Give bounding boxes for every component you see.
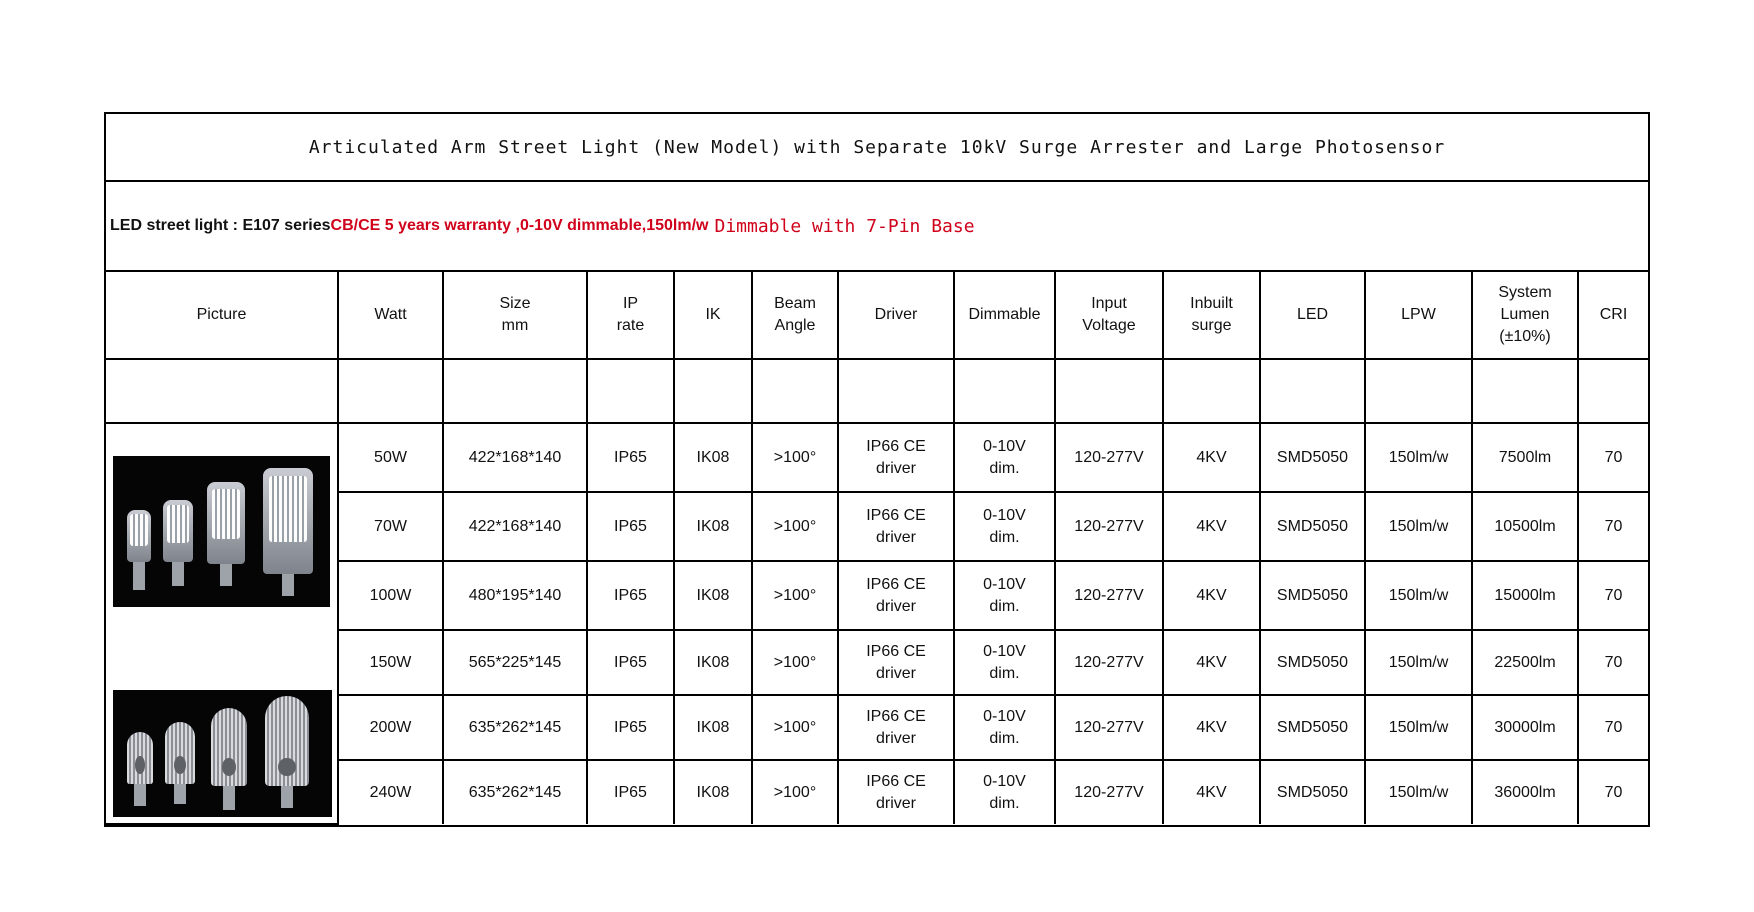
- cell-beam: >100°: [752, 561, 838, 630]
- blank-cell: [106, 359, 338, 423]
- header-watt: Watt: [338, 272, 443, 359]
- cell-ip: IP65: [587, 630, 674, 695]
- cell-voltage: 120-277V: [1055, 423, 1163, 492]
- header-ip: [587, 272, 674, 359]
- product-picture-cell: [106, 423, 338, 824]
- cell-lpw: 150lm/w: [1365, 561, 1472, 630]
- header-ip-line2: rate: [616, 317, 645, 334]
- blank-cell: [338, 359, 443, 423]
- header-picture: Picture: [106, 272, 338, 359]
- header-led: LED: [1260, 272, 1365, 359]
- cell-lumen: 36000lm: [1472, 760, 1578, 824]
- cell-ip: IP65: [587, 760, 674, 824]
- subtitle-base: Dimmable with 7-Pin Base: [714, 215, 975, 237]
- cell-driver-line2: driver: [875, 729, 916, 747]
- cell-cri: 70: [1578, 561, 1648, 630]
- blank-cell: [1260, 359, 1365, 423]
- cell-lumen: 7500lm: [1472, 423, 1578, 492]
- cell-dim-line2: dim.: [989, 459, 1020, 477]
- cell-ik: IK08: [674, 630, 752, 695]
- sheet-title: Articulated Arm Street Light (New Model) with Separate 10kV Surge Arrester and Large Photosensor: [106, 114, 1648, 182]
- cell-driver-line2: driver: [875, 664, 916, 682]
- lamp-image: [165, 722, 195, 784]
- header-surge-line2: surge: [1191, 317, 1232, 334]
- cell-led: SMD5050: [1260, 630, 1365, 695]
- cell-surge: 4KV: [1163, 630, 1260, 695]
- cell-beam: >100°: [752, 423, 838, 492]
- header-beam: [752, 272, 838, 359]
- cell-driver-line2: driver: [875, 794, 916, 812]
- cell-surge: 4KV: [1163, 423, 1260, 492]
- blank-cell: [674, 359, 752, 423]
- cell-dim-line2: dim.: [989, 794, 1020, 812]
- cell-lpw: 150lm/w: [1365, 492, 1472, 561]
- cell-driver-line1: IP66 CE: [866, 642, 926, 660]
- cell-size: 422*168*140: [443, 492, 587, 561]
- cell-dimmable: [954, 760, 1055, 824]
- cell-watt: 100W: [338, 561, 443, 630]
- subtitle-features: CB/CE 5 years warranty ,0-10V dimmable,150lm/w: [330, 217, 709, 234]
- cell-ip: IP65: [587, 423, 674, 492]
- cell-lumen: 22500lm: [1472, 630, 1578, 695]
- lamp-image: [127, 510, 151, 562]
- cell-ik: IK08: [674, 695, 752, 760]
- cell-dimmable: [954, 492, 1055, 561]
- lamp-image: [265, 696, 309, 786]
- blank-cell: [1055, 359, 1163, 423]
- header-row: [106, 272, 1648, 359]
- cell-watt: 150W: [338, 630, 443, 695]
- cell-dim-line2: dim.: [989, 528, 1020, 546]
- cell-voltage: 120-277V: [1055, 760, 1163, 824]
- cell-cri: 70: [1578, 492, 1648, 561]
- blank-cell: [1365, 359, 1472, 423]
- blank-cell: [1472, 359, 1578, 423]
- cell-cri: 70: [1578, 695, 1648, 760]
- lamp-image: [127, 732, 153, 784]
- header-lumen-line2: Lumen: [1500, 306, 1550, 323]
- cell-driver: [838, 492, 954, 561]
- header-surge: [1163, 272, 1260, 359]
- cell-ip: IP65: [587, 695, 674, 760]
- header-lumen-line3: (±10%): [1499, 328, 1551, 345]
- cell-driver: [838, 760, 954, 824]
- cell-lpw: 150lm/w: [1365, 760, 1472, 824]
- blank-cell: [587, 359, 674, 423]
- cell-ik: IK08: [674, 423, 752, 492]
- cell-dim-line1: 0-10V: [983, 575, 1026, 593]
- blank-cell: [954, 359, 1055, 423]
- header-size-line2: mm: [501, 317, 529, 334]
- cell-beam: >100°: [752, 695, 838, 760]
- cell-lumen: 10500lm: [1472, 492, 1578, 561]
- cell-driver-line1: IP66 CE: [866, 575, 926, 593]
- sheet-subtitle: [106, 182, 1648, 272]
- cell-driver: [838, 561, 954, 630]
- lamp-image: [211, 708, 247, 786]
- cell-size: 480*195*140: [443, 561, 587, 630]
- cell-driver-line2: driver: [875, 459, 916, 477]
- cell-ik: IK08: [674, 760, 752, 824]
- cell-voltage: 120-277V: [1055, 561, 1163, 630]
- cell-dimmable: [954, 561, 1055, 630]
- cell-dim-line1: 0-10V: [983, 707, 1026, 725]
- cell-watt: 50W: [338, 423, 443, 492]
- cell-driver: [838, 423, 954, 492]
- cell-cri: 70: [1578, 423, 1648, 492]
- cell-led: SMD5050: [1260, 561, 1365, 630]
- cell-dimmable: [954, 695, 1055, 760]
- cell-size: 635*262*145: [443, 760, 587, 824]
- cell-led: SMD5050: [1260, 423, 1365, 492]
- cell-driver-line2: driver: [875, 528, 916, 546]
- blank-cell: [443, 359, 587, 423]
- spec-sheet: [104, 112, 1650, 827]
- cell-size: 635*262*145: [443, 695, 587, 760]
- cell-driver-line1: IP66 CE: [866, 437, 926, 455]
- cell-dim-line1: 0-10V: [983, 642, 1026, 660]
- cell-dim-line2: dim.: [989, 729, 1020, 747]
- header-cri: CRI: [1578, 272, 1648, 359]
- blank-cell: [838, 359, 954, 423]
- cell-driver: [838, 630, 954, 695]
- cell-surge: 4KV: [1163, 561, 1260, 630]
- cell-driver-line1: IP66 CE: [866, 506, 926, 524]
- cell-surge: 4KV: [1163, 492, 1260, 561]
- cell-size: 422*168*140: [443, 423, 587, 492]
- cell-cri: 70: [1578, 630, 1648, 695]
- header-input-line1: Input: [1091, 295, 1127, 312]
- cell-surge: 4KV: [1163, 695, 1260, 760]
- header-driver: Driver: [838, 272, 954, 359]
- header-input: [1055, 272, 1163, 359]
- cell-beam: >100°: [752, 760, 838, 824]
- cell-dimmable: [954, 630, 1055, 695]
- cell-dim-line1: 0-10V: [983, 772, 1026, 790]
- header-surge-line1: Inbuilt: [1190, 295, 1233, 312]
- spec-table: [106, 272, 1648, 825]
- subtitle-series: LED street light : E107 series: [110, 217, 331, 234]
- cell-ik: IK08: [674, 561, 752, 630]
- header-beam-line1: Beam: [774, 295, 816, 312]
- cell-watt: 200W: [338, 695, 443, 760]
- header-lumen: [1472, 272, 1578, 359]
- cell-ik: IK08: [674, 492, 752, 561]
- cell-driver-line2: driver: [875, 597, 916, 615]
- header-beam-line2: Angle: [774, 317, 816, 334]
- header-size: [443, 272, 587, 359]
- cell-dim-line2: dim.: [989, 597, 1020, 615]
- cell-size: 565*225*145: [443, 630, 587, 695]
- cell-surge: 4KV: [1163, 760, 1260, 824]
- cell-cri: 70: [1578, 760, 1648, 824]
- cell-beam: >100°: [752, 492, 838, 561]
- header-lpw: LPW: [1365, 272, 1472, 359]
- cell-ip: IP65: [587, 492, 674, 561]
- cell-lpw: 150lm/w: [1365, 423, 1472, 492]
- cell-driver-line1: IP66 CE: [866, 707, 926, 725]
- cell-led: SMD5050: [1260, 760, 1365, 824]
- cell-lpw: 150lm/w: [1365, 630, 1472, 695]
- blank-cell: [1578, 359, 1648, 423]
- cell-dimmable: [954, 423, 1055, 492]
- header-dimmable: Dimmable: [954, 272, 1055, 359]
- cell-driver-line1: IP66 CE: [866, 772, 926, 790]
- header-ip-line1: IP: [622, 295, 639, 312]
- cell-lpw: 150lm/w: [1365, 695, 1472, 760]
- cell-led: SMD5050: [1260, 695, 1365, 760]
- table-row: [106, 423, 1648, 492]
- cell-voltage: 120-277V: [1055, 492, 1163, 561]
- lamp-image: [263, 468, 313, 574]
- cell-dim-line1: 0-10V: [983, 506, 1026, 524]
- lamp-image: [163, 500, 193, 562]
- cell-lumen: 15000lm: [1472, 561, 1578, 630]
- header-lumen-line1: System: [1498, 284, 1552, 301]
- cell-beam: >100°: [752, 630, 838, 695]
- blank-row: [106, 359, 1648, 423]
- cell-watt: 240W: [338, 760, 443, 824]
- cell-dim-line1: 0-10V: [983, 437, 1026, 455]
- blank-cell: [752, 359, 838, 423]
- product-photo-1: [113, 456, 330, 607]
- product-photo-2: [113, 690, 332, 817]
- blank-cell: [1163, 359, 1260, 423]
- cell-voltage: 120-277V: [1055, 630, 1163, 695]
- header-ik: IK: [674, 272, 752, 359]
- lamp-image: [207, 482, 245, 564]
- cell-led: SMD5050: [1260, 492, 1365, 561]
- cell-watt: 70W: [338, 492, 443, 561]
- cell-driver: [838, 695, 954, 760]
- cell-ip: IP65: [587, 561, 674, 630]
- cell-dim-line2: dim.: [989, 664, 1020, 682]
- cell-lumen: 30000lm: [1472, 695, 1578, 760]
- cell-voltage: 120-277V: [1055, 695, 1163, 760]
- header-size-line1: Size: [499, 295, 531, 312]
- header-input-line2: Voltage: [1082, 317, 1136, 334]
